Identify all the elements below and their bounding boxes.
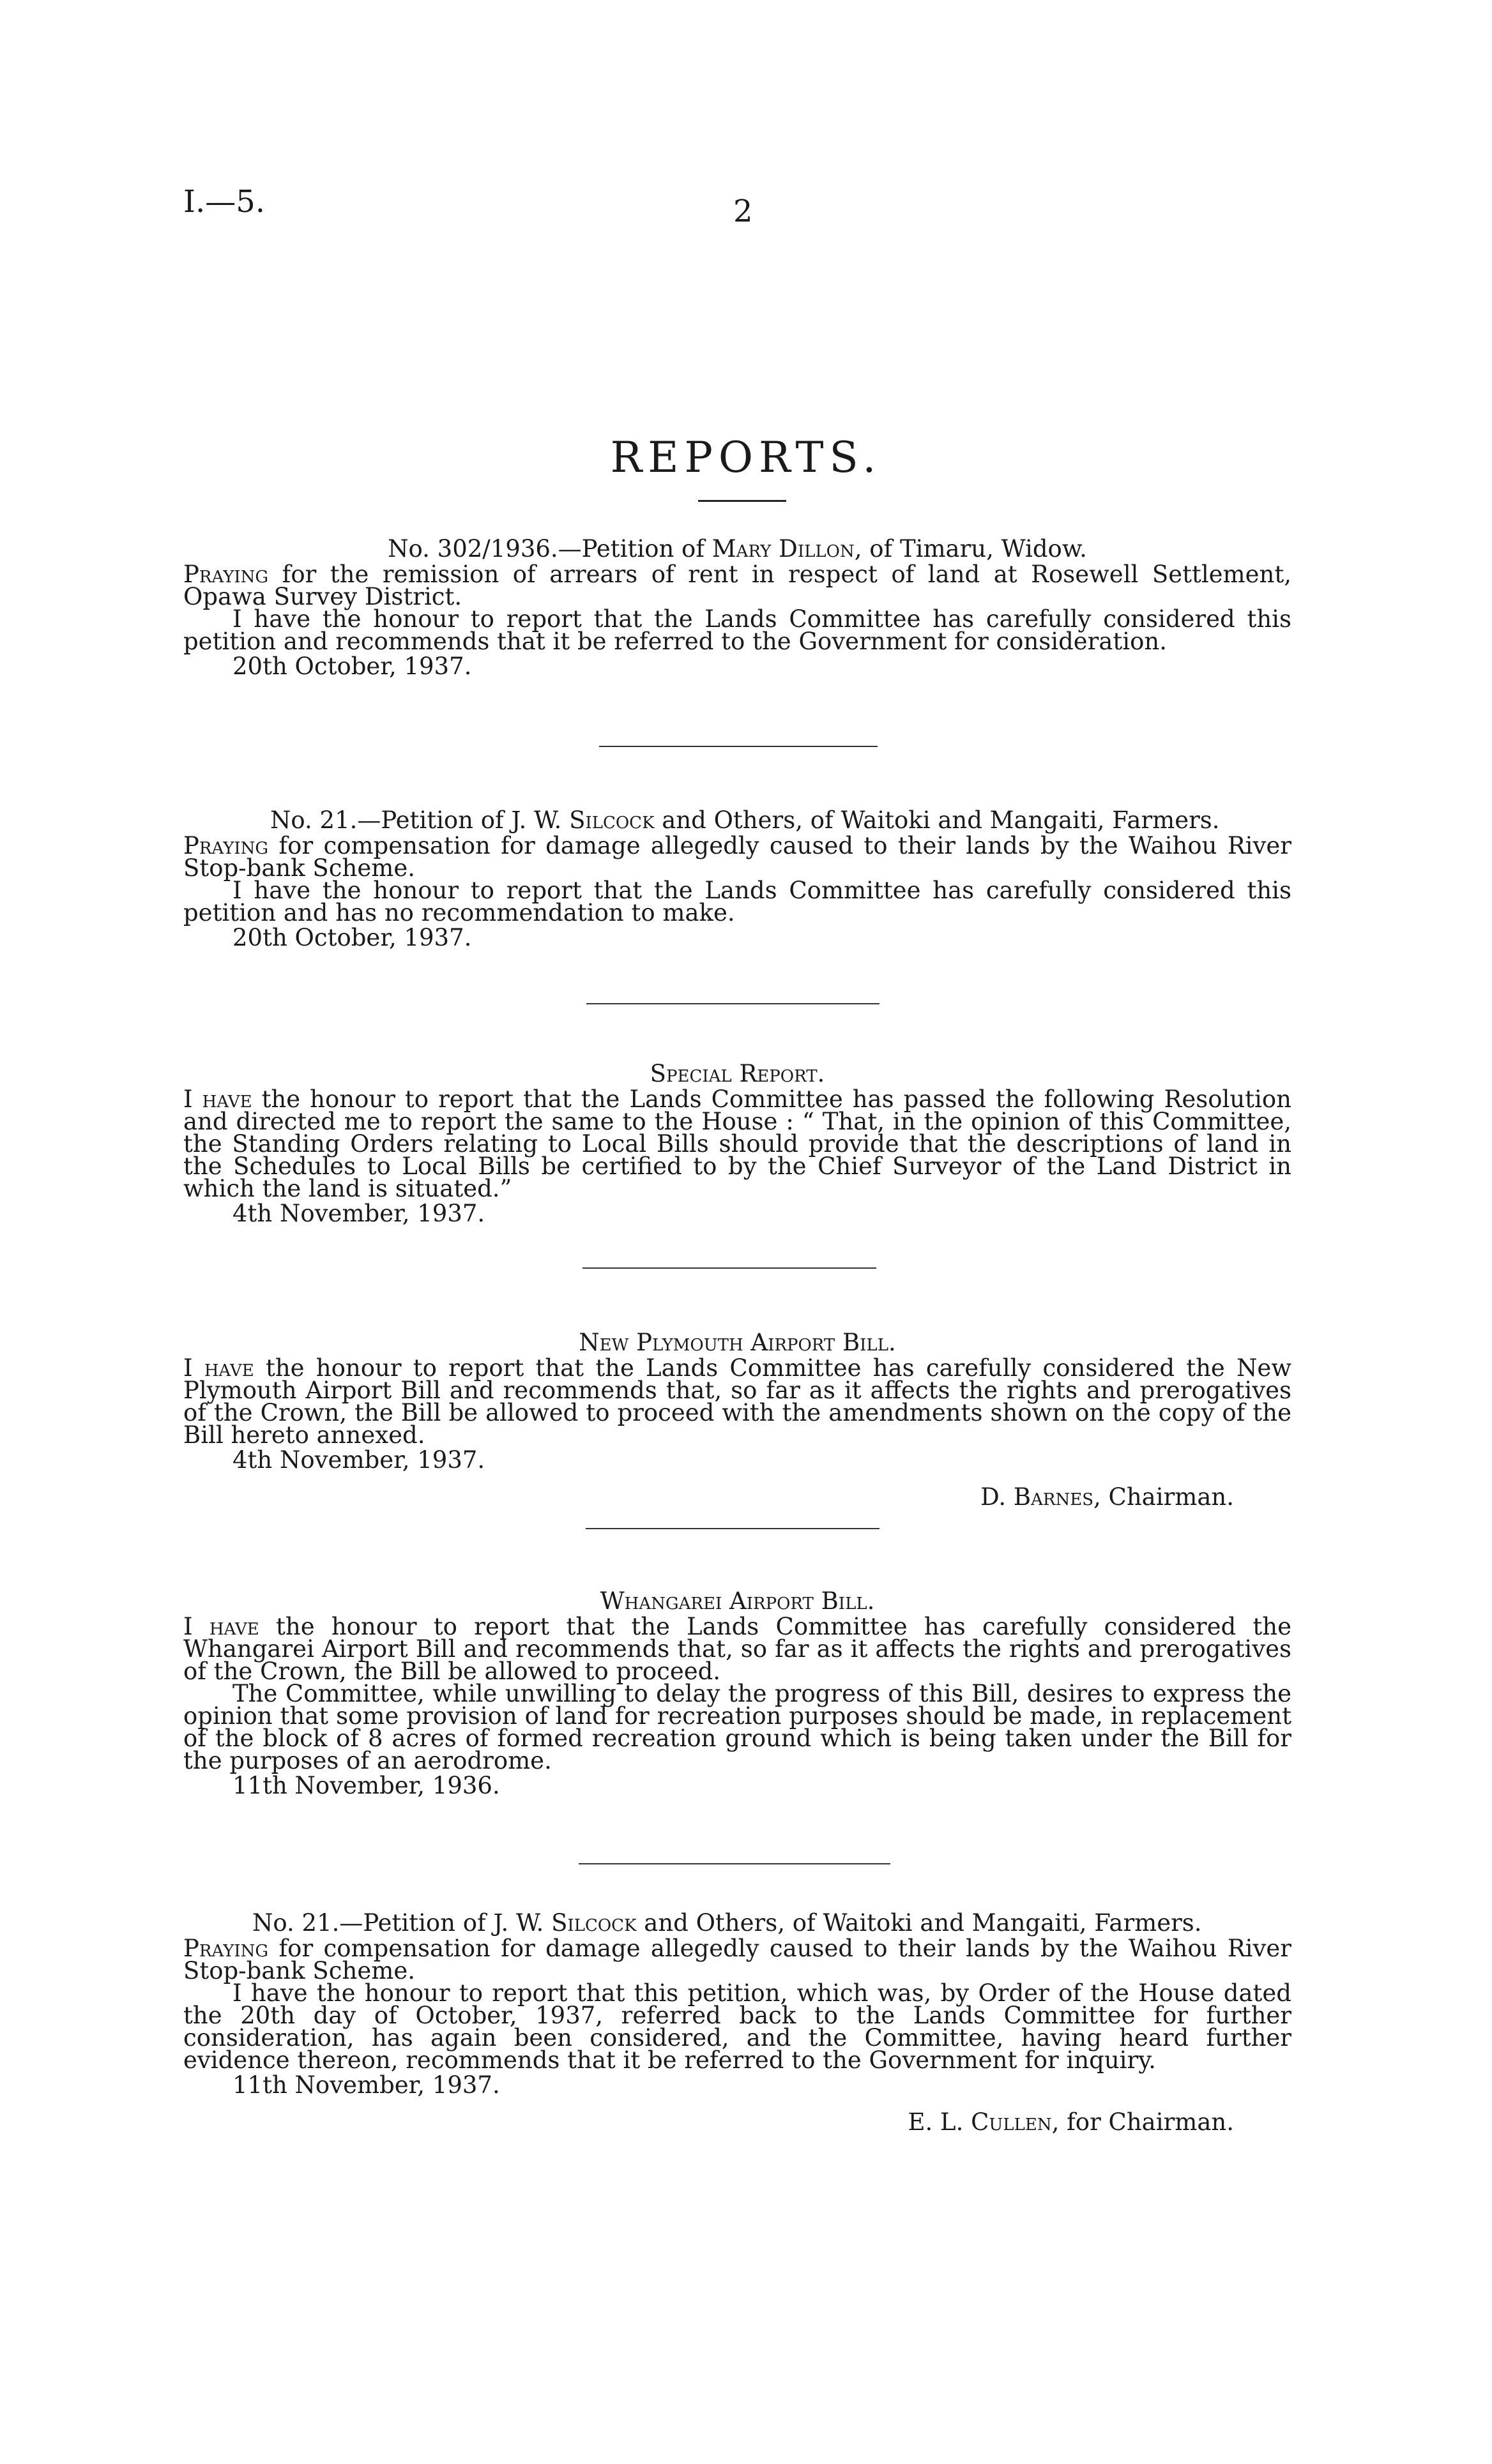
document-reference: I.—5. <box>183 184 266 220</box>
report-silcock-petition <box>183 806 1291 952</box>
chairman-signature <box>183 1483 1291 1511</box>
report-silcock-petition-further <box>183 1909 1291 2136</box>
signatory-role: , for Chairman. <box>1051 2108 1234 2136</box>
petition-heading <box>183 1909 1291 1937</box>
page-title: REPORTS. <box>610 433 882 482</box>
report-date: 20th October, 1937. <box>232 924 472 951</box>
report-dillon-petition <box>183 535 1291 681</box>
title-rule <box>698 500 786 502</box>
lead-words: I have <box>183 1613 259 1640</box>
section-heading: New Plymouth Airport Bill. <box>579 1329 896 1356</box>
petitioner-name: Silcock <box>551 1909 637 1937</box>
petitioner-name: Mary Dillon <box>712 535 855 563</box>
page-number: 2 <box>733 193 753 229</box>
whangarei-airport-bill-report <box>183 1587 1291 1800</box>
praying-word: Praying <box>183 561 269 588</box>
report-body: I have the honour to report that this petition, which was, by Order of the House dated the 20th day of October, 1937, referred back to the Lands Committee for further consideration, has again been considered, and the Committee, having heard further evidence thereon, recommends that it be referred to the Government for inquiry. <box>183 1979 1291 2074</box>
report-date: 4th November, 1937. <box>232 1200 485 1227</box>
report-body <box>183 1085 1291 1202</box>
report-body: I have the honour to report that the Lands Committee has carefully considered this petition and has no recommendation to make. <box>183 877 1291 926</box>
section-divider <box>586 1003 879 1004</box>
heading-suffix: and Others, of Waitoki and Mangaiti, Farmers. <box>636 1909 1202 1937</box>
heading-suffix: and Others, of Waitoki and Mangaiti, Farmers. <box>654 806 1220 834</box>
report-date: 11th November, 1937. <box>232 2071 500 2099</box>
heading-prefix: No. 302/1936.—Petition of <box>388 535 712 563</box>
heading-prefix: No. 21.—Petition of J. W. <box>270 806 570 834</box>
praying-text: for the remission of arrears of rent in respect of land at Rosewell Settlement, Opawa Survey District. <box>183 561 1291 610</box>
praying-word: Praying <box>183 1935 269 1962</box>
section-heading: Special Report. <box>650 1060 825 1087</box>
lead-words: I have <box>183 1085 252 1113</box>
report-body <box>183 1613 1291 1685</box>
section-divider <box>586 1528 879 1529</box>
special-report <box>183 1060 1291 1228</box>
praying-text: for compensation for damage allegedly caused to their lands by the Waihou River Stop-bank Scheme. <box>183 1935 1291 1984</box>
praying-word: Praying <box>183 832 269 859</box>
heading-suffix: , of Timaru, Widow. <box>854 535 1087 563</box>
petitioner-name: Silcock <box>569 806 655 834</box>
petition-heading <box>183 806 1291 835</box>
report-body <box>183 1354 1291 1449</box>
section-heading: Whangarei Airport Bill. <box>600 1587 875 1615</box>
report-date: 20th October, 1937. <box>232 653 472 680</box>
section-divider <box>599 746 878 747</box>
praying-paragraph <box>183 832 1291 882</box>
lead-words: I have <box>183 1354 254 1382</box>
petition-heading <box>183 535 1291 563</box>
section-divider <box>582 1267 876 1269</box>
report-date: 4th November, 1937. <box>232 1446 485 1474</box>
section-divider <box>579 1863 890 1864</box>
body-text: the honour to report that the Lands Committee has carefully considered the Whangarei Airport Bill and recommends that, so far as it affects the rights and prerogatives of the Crown, the Bill be allowed to proceed. <box>183 1613 1291 1685</box>
report-date: 11th November, 1936. <box>232 1772 500 1799</box>
body-text: the honour to report that the Lands Committee has carefully considered the New Plymouth Airport Bill and recommends that, so far as it affects the rights and prerogatives of the Crown, the Bill be allowed to proceed with the amendments shown on the copy of the Bill hereto annexed. <box>183 1354 1291 1449</box>
signatory-role: , Chairman. <box>1093 1483 1234 1511</box>
praying-text: for compensation for damage allegedly caused to their lands by the Waihou River Stop-bank Scheme. <box>183 832 1291 882</box>
body-text: the honour to report that the Lands Committee has passed the following Resolution and directed me to report the same to the House : “ That, in the opinion of this Committee, the Standing Orders relating to Local Bills should provide that the descriptions of land in the Schedules to Local Bills be certified to by the Chief Surveyor of the Land District in which the land is situated.” <box>183 1085 1291 1202</box>
signatory-name: E. L. Cullen <box>908 2108 1052 2136</box>
report-body-continued: The Committee, while unwilling to delay the progress of this Bill, desires to express the opinion that some provision of land for recreation purposes should be made, in replacement of the block of 8 acres of formed recreation ground which is being taken under the Bill for the purposes of an aerodrome. <box>183 1680 1291 1774</box>
signatory-name: D. Barnes <box>980 1483 1094 1511</box>
praying-paragraph <box>183 1937 1291 1982</box>
heading-prefix: No. 21.—Petition of J. W. <box>252 1909 552 1937</box>
new-plymouth-airport-bill-report <box>183 1329 1291 1511</box>
chairman-signature <box>183 2108 1291 2136</box>
praying-paragraph <box>183 563 1291 608</box>
report-body: I have the honour to report that the Lands Committee has carefully considered this petition and recommends that it be referred to the Government for consideration. <box>183 605 1291 655</box>
